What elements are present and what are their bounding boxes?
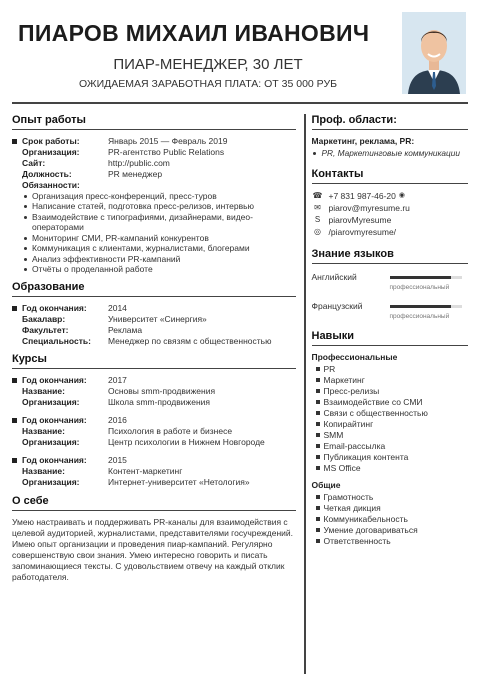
experience-section bbox=[12, 114, 296, 275]
contacts-section bbox=[312, 168, 469, 238]
prof-areas-section bbox=[312, 114, 469, 159]
instagram-icon: ◎ bbox=[314, 227, 321, 236]
phone-icon: ☎ bbox=[312, 191, 323, 200]
courses-section bbox=[12, 353, 296, 488]
contact-phone[interactable]: ☎ +7 831 987-46-20 ◉ bbox=[312, 191, 405, 201]
languages-title: Знание языков bbox=[312, 248, 469, 264]
language-item: Английский профессиональный bbox=[312, 272, 469, 291]
education-row: Год окончания: 2014 bbox=[12, 303, 296, 314]
list-item: Анализ эффективности PR-кампаний bbox=[32, 254, 296, 265]
list-item: Мониторинг СМИ, PR-кампаний конкурентов bbox=[32, 233, 296, 244]
prof-areas-sub: Маркетинг, реклама, PR: bbox=[311, 135, 415, 146]
list-item: Email-рассылка bbox=[324, 441, 469, 452]
skills-professional-title: Профессиональные bbox=[311, 352, 398, 362]
experience-row: Должность: PR менеджер bbox=[22, 168, 163, 179]
language-item: Французский профессиональный bbox=[312, 301, 469, 320]
course-item: Год окончания: 2016 Название: Психология в работе и бизнесе Организация: Центр психологии в Нижнем Новгороде bbox=[12, 415, 296, 448]
job-position: ПИАР-МЕНЕДЖЕР, 30 ЛЕТ bbox=[113, 56, 303, 73]
education-section bbox=[12, 281, 296, 347]
duties-list bbox=[12, 191, 296, 275]
list-item: Взаимодействие со СМИ bbox=[324, 397, 469, 408]
list-item: Коммуникабельность bbox=[324, 514, 469, 525]
header-divider bbox=[12, 102, 468, 104]
education-row: Бакалавр: Университет «Синергия» bbox=[22, 313, 207, 324]
professional-skills-list bbox=[312, 364, 469, 474]
list-item: Умение договариваться bbox=[324, 525, 469, 536]
contacts-title: Контакты bbox=[312, 168, 469, 184]
list-item: Четкая дикция bbox=[324, 503, 469, 514]
contact-instagram[interactable]: ◎ /piarovmyresume/ bbox=[312, 226, 469, 238]
about-title: О себе bbox=[12, 495, 296, 511]
general-skills-list bbox=[312, 492, 469, 547]
language-level-bar bbox=[390, 276, 463, 279]
left-column bbox=[12, 114, 302, 674]
languages-section bbox=[312, 248, 469, 320]
experience-row: Обязанности: bbox=[22, 179, 80, 190]
about-text: Умею настраивать и поддерживать PR-каналы для взаимодействия с целевой аудиторией, журналистами, представителями госучреждений. Имею опыт организации и проведения пиар-кампаний. Регулярно совершенствую свои знания. Умею интересно говорить и писать запоминающиеся тексты. С удовольствием отвечу на каждый отклик работодателя. bbox=[12, 516, 294, 582]
list-item: Отчёты о проделанной работе bbox=[32, 264, 296, 275]
list-item: Маркетинг bbox=[324, 375, 469, 386]
skype-icon: S bbox=[314, 215, 321, 224]
list-item: Написание статей, подготовка пресс-релизов, интервью bbox=[32, 201, 296, 212]
list-item: MS Office bbox=[324, 463, 469, 474]
list-item: Грамотность bbox=[324, 492, 469, 503]
profile-photo bbox=[402, 12, 466, 94]
prof-areas-text: PR, Маркетинговые коммуникации bbox=[312, 148, 469, 159]
list-item: Коммуникация с клиентами, журналистами, блогерами bbox=[32, 243, 296, 254]
contact-email[interactable]: ✉ piarov@myresume.ru bbox=[312, 202, 469, 214]
education-title: Образование bbox=[12, 281, 296, 297]
list-item: Пресс-релизы bbox=[324, 386, 469, 397]
full-name: ПИАРОВ МИХАИЛ ИВАНОВИЧ bbox=[18, 20, 370, 46]
list-item: Связи с общественностью bbox=[324, 408, 469, 419]
person-photo-icon bbox=[402, 12, 466, 94]
about-section bbox=[12, 495, 296, 583]
course-item: Год окончания: 2017 Название: Основы smm-продвижения Организация: Школа smm-продвижения bbox=[12, 375, 296, 408]
experience-row: Организация: PR-агентство Public Relations bbox=[22, 146, 225, 157]
courses-title: Курсы bbox=[12, 353, 296, 369]
skills-section bbox=[312, 330, 469, 547]
expected-salary: ОЖИДАЕМАЯ ЗАРАБОТНАЯ ПЛАТА: ОТ 35 000 РУБ bbox=[78, 78, 338, 90]
experience-row: Срок работы: Январь 2015 — Февраль 2019 bbox=[12, 136, 296, 147]
prof-areas-title: Проф. области: bbox=[312, 114, 469, 130]
list-item: Публикация контента bbox=[324, 452, 469, 463]
column-divider bbox=[304, 114, 306, 674]
resume-header bbox=[12, 8, 468, 96]
contact-skype[interactable]: S piarovMyresume bbox=[312, 214, 469, 226]
language-level-bar bbox=[390, 305, 463, 308]
education-row: Факультет: Реклама bbox=[22, 324, 143, 335]
experience-row: Сайт: http://public.com bbox=[22, 157, 170, 168]
list-item: PR bbox=[324, 364, 469, 375]
experience-title: Опыт работы bbox=[12, 114, 296, 130]
list-item: Организация пресс-конференций, пресс-туров bbox=[32, 191, 296, 202]
list-item: Ответственность bbox=[324, 536, 469, 547]
education-row: Специальность: Менеджер по связям с общественностью bbox=[22, 335, 272, 346]
list-item: Взаимодействие с типографиями, дизайнерами, видео-операторами bbox=[32, 212, 296, 233]
skills-general-title: Общие bbox=[311, 480, 341, 490]
messenger-icon: ◉ bbox=[398, 192, 405, 199]
email-icon: ✉ bbox=[314, 203, 321, 212]
right-column bbox=[312, 114, 469, 674]
list-item: SMM bbox=[324, 430, 469, 441]
list-item: Копирайтинг bbox=[324, 419, 469, 430]
skills-title: Навыки bbox=[312, 330, 469, 346]
course-item: Год окончания: 2015 Название: Контент-маркетинг Организация: Интернет-университет «Нетология» bbox=[12, 455, 296, 488]
